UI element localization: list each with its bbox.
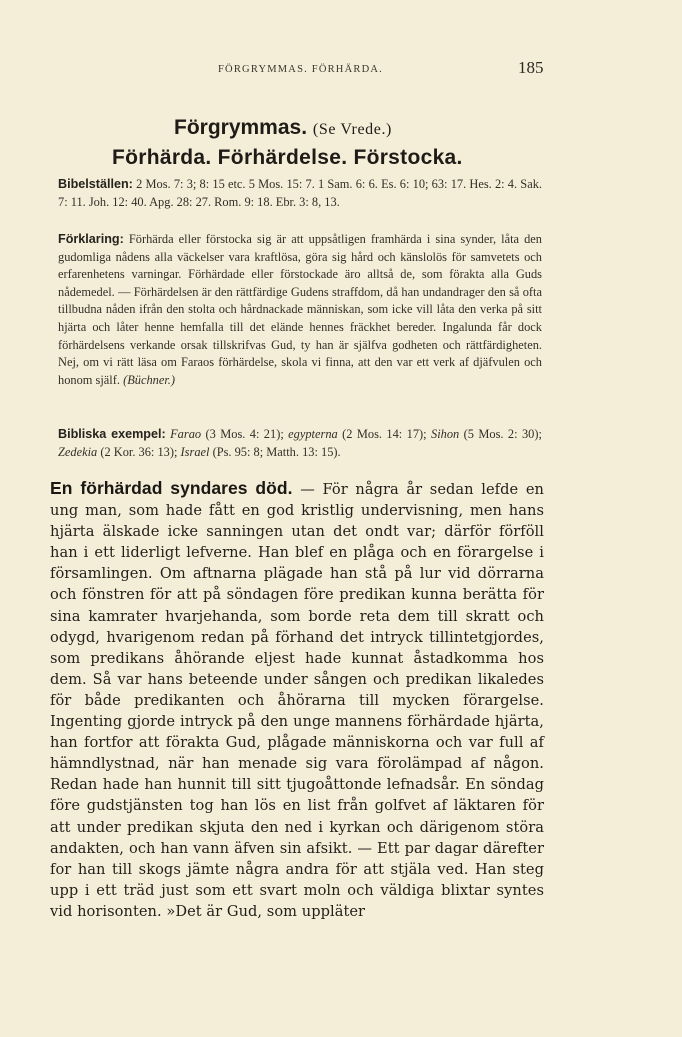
entry-title — [174, 116, 392, 140]
forklaring-label: Förklaring: — [58, 232, 124, 246]
bibelstallen-section — [58, 176, 542, 211]
example-name: Israel — [180, 444, 210, 459]
example-name: Zedekia — [58, 444, 98, 459]
bibelstallen-text: 2 Mos. 7: 3; 8: 15 etc. 5 Mos. 15: 7. 1 Sam. 6: 6. Es. 6: 10; 63: 17. Hes. 2: 4. Sak. 7: 11. Joh. 12: 40. Apg. 28: 27. Rom. 9: 18. Ebr. 3: 8, 13. — [58, 177, 542, 209]
example-ref: (Ps. 95: 8; Matth. 13: 15). — [212, 444, 341, 459]
example-ref: (2 Kor. 36: 13); — [100, 444, 178, 459]
bibelstallen-label: Bibelställen: — [58, 177, 133, 191]
example-name: Farao — [170, 427, 202, 441]
example-ref: (3 Mos. 4: 21); — [205, 427, 284, 441]
entry-title-main: Förgrymmas. — [174, 116, 308, 139]
forklaring-source: (Büchner.) — [123, 372, 176, 387]
example-name: Sihon — [431, 427, 460, 441]
entry-subtitle: Förhärda. Förhärdelse. Förstocka. — [112, 146, 463, 169]
example-name: egypterna — [288, 427, 338, 441]
forklaring-text: Förhärda eller förstocka sig är att uppsåtligen framhärda i sina synder, låta den gudomliga nådens alla väckelser vara kraftlösa, göra sig hård och känslolös för samvetets och erfarenhetens varningar. Förhärdade eller förstockade äro alltså de, som förakta alla Guds nådemedel. — Förhärdelsen är den rättfärdige Gudens straffdom, då han undandrager den så ofta tillbudna nåden ifrån den stolta och hårdnackade människan, som icke vill låta den verka på sitt hjärta och låter henne hemfalla till det elände hennes fräckhet bereder. Ingalunda får dock förhärdelsens verkande orsak tillskrifvas Gud, ty han är själfva godheten och rättfärdigheten. Nej, om vi rätt läsa om Faraos förhärdelse, skola vi finna, att den var ett verk af djäfvulen och honom själf. — [58, 232, 542, 387]
page-number: 185 — [518, 58, 544, 77]
story-text: — För några år sedan lefde en ung man, som hade fått en god kristlig undervisning, men hans hjärta älskade icke sanningen utan det ondt var; därför förföll han i ett liderligt lefverne. Han blef en plåga och en förargelse i församlingen. Om aftnarna plägade han stå på lur vid dörrarna och fönstren för att på söndagen före predikan kunna berätta för sina kamrater hvarjehanda, som borde reta dem till skratt och odygd, hvarigenom redan på förhand det intryck tillintetgjordes, som predikans åhörande eljest hade kunnat åstadkomma hos dem. Så var hans beteende under sången och predikan likaledes för både predikanten och åhörarna till mycken förargelse. Ingenting gjorde intryck på den unge mannens förhärdade hjärta, han fortfor att förakta Gud, plågade människorna och var full af hämndlystnad, när han menade sig vara förolämpad af någon. Redan hade han hunnit till sitt tjugoåttonde lefnadsår. En söndag före gudstjänsten tog han lös en list från golfvet af läktaren för att under predikan skjuta den ned i kyrkan och därigenom störa andakten, och han vann äfven sin afsikt. — Ett par dagar därefter for han till skogs jämte några andra för att stjäla ved. Han steg upp i ett träd just som ett svart moln och väldiga blixtar syntes vid horisonten. »Det är Gud, som uppläter — [50, 481, 544, 920]
example-ref: (2 Mos. 14: 17); — [342, 427, 427, 441]
story-paragraph — [50, 478, 544, 922]
bibliska-exempel-section — [58, 426, 542, 461]
cross-reference: (Se Vrede.) — [312, 121, 392, 138]
bibliska-exempel-label: Bibliska exempel: — [58, 427, 166, 441]
story-heading: En förhärdad syndares död. — [50, 478, 293, 498]
example-ref: (5 Mos. 2: 30); — [463, 427, 542, 441]
running-head: FÖRGRYMMAS. FÖRHÄRDA. — [218, 64, 383, 75]
forklaring-section — [58, 231, 542, 389]
